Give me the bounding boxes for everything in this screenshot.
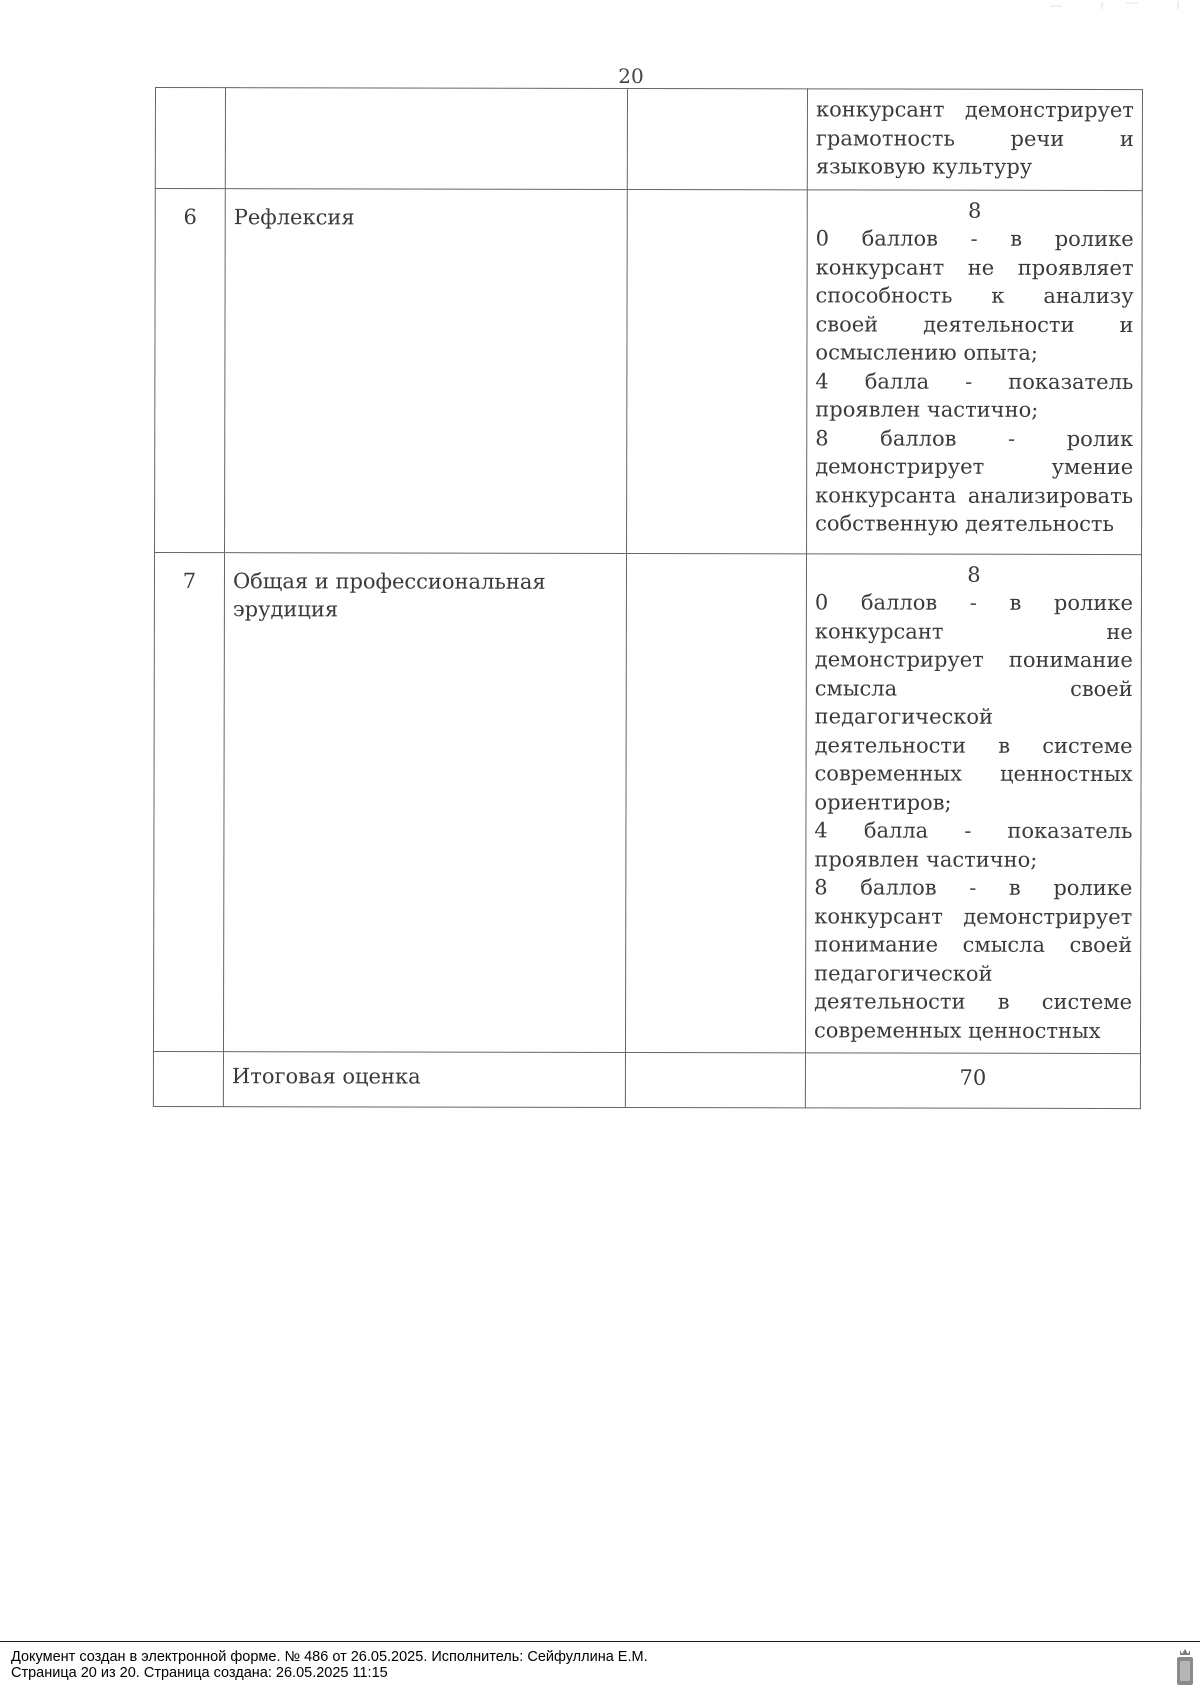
criteria-line: 0 баллов - в ролике конкурсант не демонстрирует понимание смысла своей педагогической деятельности в системе современных ценностных ориентиров; [814, 590, 1133, 815]
table-row [153, 552, 1141, 1054]
criteria-line: 4 балла - показатель проявлен частично; [815, 368, 1134, 422]
criteria-description [805, 553, 1141, 1053]
criteria-description [807, 189, 1143, 554]
criterion-name [225, 88, 627, 189]
footer-line-2: Страница 20 из 20. Страница создана: 26.05.2025 11:15 [11, 1665, 388, 1681]
empty-cell [627, 189, 808, 553]
criteria-table [153, 87, 1143, 1109]
criterion-name: Общая и профессиональная эрудиция [223, 552, 626, 1052]
criteria-description [807, 89, 1142, 190]
max-points: 8 [968, 198, 982, 223]
max-points: 8 [967, 562, 981, 587]
criterion-name: Рефлексия [225, 188, 628, 553]
criteria-line: 0 баллов - в ролике конкурсант не проявляет способность к анализу своей деятельности и осмыслению опыта; [815, 226, 1134, 365]
table-row [155, 188, 1143, 554]
criteria-line: 4 балла - показатель проявлен частично; [814, 818, 1133, 872]
criteria-line: 8 баллов - ролик демонстрирует умение конкурсанта анализировать собственную деятельность [815, 425, 1134, 537]
row-number [155, 88, 225, 189]
empty-cell [625, 1052, 805, 1107]
empty-cell [625, 553, 806, 1053]
empty-cell [153, 1051, 223, 1106]
row-number: 7 [153, 552, 224, 1052]
total-score: 70 [805, 1053, 1140, 1109]
page-number: 20 [618, 64, 644, 88]
criteria-line: 8 баллов - в ролике конкурсант демонстрирует понимание смысла своей педагогической деятельности в системе современных ценностных [814, 875, 1133, 1043]
footer-divider [0, 1641, 1200, 1642]
scan-artifact-icon [1050, 0, 1200, 10]
document-footer [11, 1649, 648, 1681]
row-number: 6 [155, 188, 226, 552]
empty-cell [627, 88, 807, 189]
footer-line-1: Документ создан в электронной форме. № 486 от 26.05.2025. Исполнитель: Сейфуллина Е.М. [11, 1649, 648, 1665]
total-row [153, 1051, 1140, 1108]
criteria-line: конкурсант демонстрирует грамотность речи и языковую культуру [815, 97, 1134, 179]
emblem-icon [1176, 1648, 1194, 1686]
table-row [155, 88, 1142, 191]
total-label: Итоговая оценка [223, 1052, 625, 1108]
